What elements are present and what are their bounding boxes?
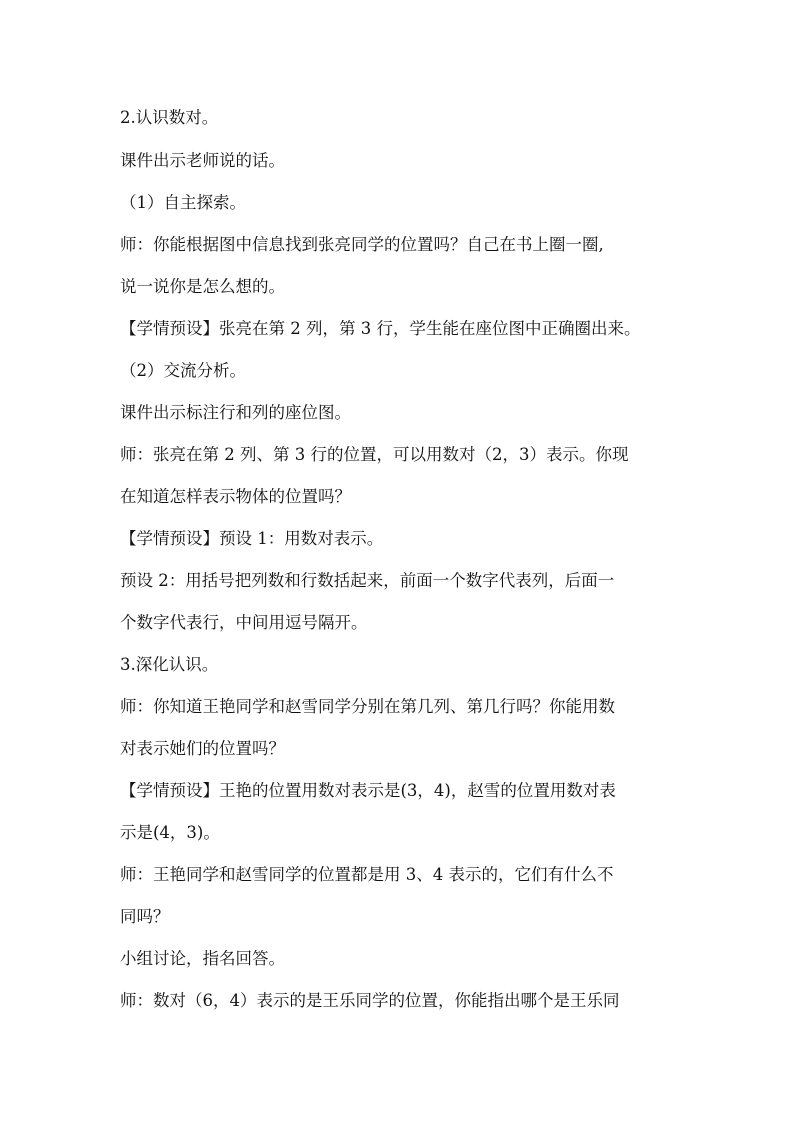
- paragraph-line: 预设 2：用括号把列数和行数括起来，前面一个数字代表列，后面一: [120, 571, 615, 590]
- paragraph-line: 师：数对（6，4）表示的是王乐同学的位置，你能指出哪个是王乐同: [120, 991, 620, 1010]
- paragraph-line: 同吗？: [120, 907, 170, 926]
- paragraph-line: 【学情预设】王艳的位置用数对表示是(3，4)，赵雪的位置用数对表: [120, 781, 616, 800]
- paragraph-line: 示是(4，3)。: [120, 823, 220, 842]
- section-heading-deepen: 3.深化认识。: [120, 655, 219, 674]
- subheading-self-explore: （1）自主探索。: [120, 193, 246, 212]
- paragraph-line: 个数字代表行，中间用逗号隔开。: [120, 613, 368, 632]
- paragraph-line: 在知道怎样表示物体的位置吗？: [120, 487, 351, 506]
- paragraph-line: 【学情预设】张亮在第 2 列，第 3 行，学生能在座位图中正确圈出来。: [120, 319, 641, 338]
- paragraph-line: 对表示她们的位置吗？: [120, 739, 285, 758]
- paragraph-line: 说一说你是怎么想的。: [120, 277, 285, 296]
- paragraph-line: 师：张亮在第 2 列、第 3 行的位置，可以用数对（2，3）表示。你现: [120, 445, 629, 464]
- paragraph-line: 课件出示标注行和列的座位图。: [120, 403, 351, 422]
- paragraph-line: 课件出示老师说的话。: [120, 151, 285, 170]
- paragraph-line: 【学情预设】预设 1：用数对表示。: [120, 529, 384, 548]
- section-heading-recognize-pairs: 2.认识数对。: [120, 108, 219, 127]
- paragraph-line: 师：你能根据图中信息找到张亮同学的位置吗？自己在书上圈一圈,: [120, 235, 604, 254]
- paragraph-line: 小组讨论，指名回答。: [120, 949, 285, 968]
- paragraph-line: 师：你知道王艳同学和赵雪同学分别在第几列、第几行吗？你能用数: [120, 697, 615, 716]
- subheading-discuss-analyze: （2）交流分析。: [120, 361, 246, 380]
- paragraph-line: 师：王艳同学和赵雪同学的位置都是用 3、4 表示的，它们有什么不: [120, 865, 614, 884]
